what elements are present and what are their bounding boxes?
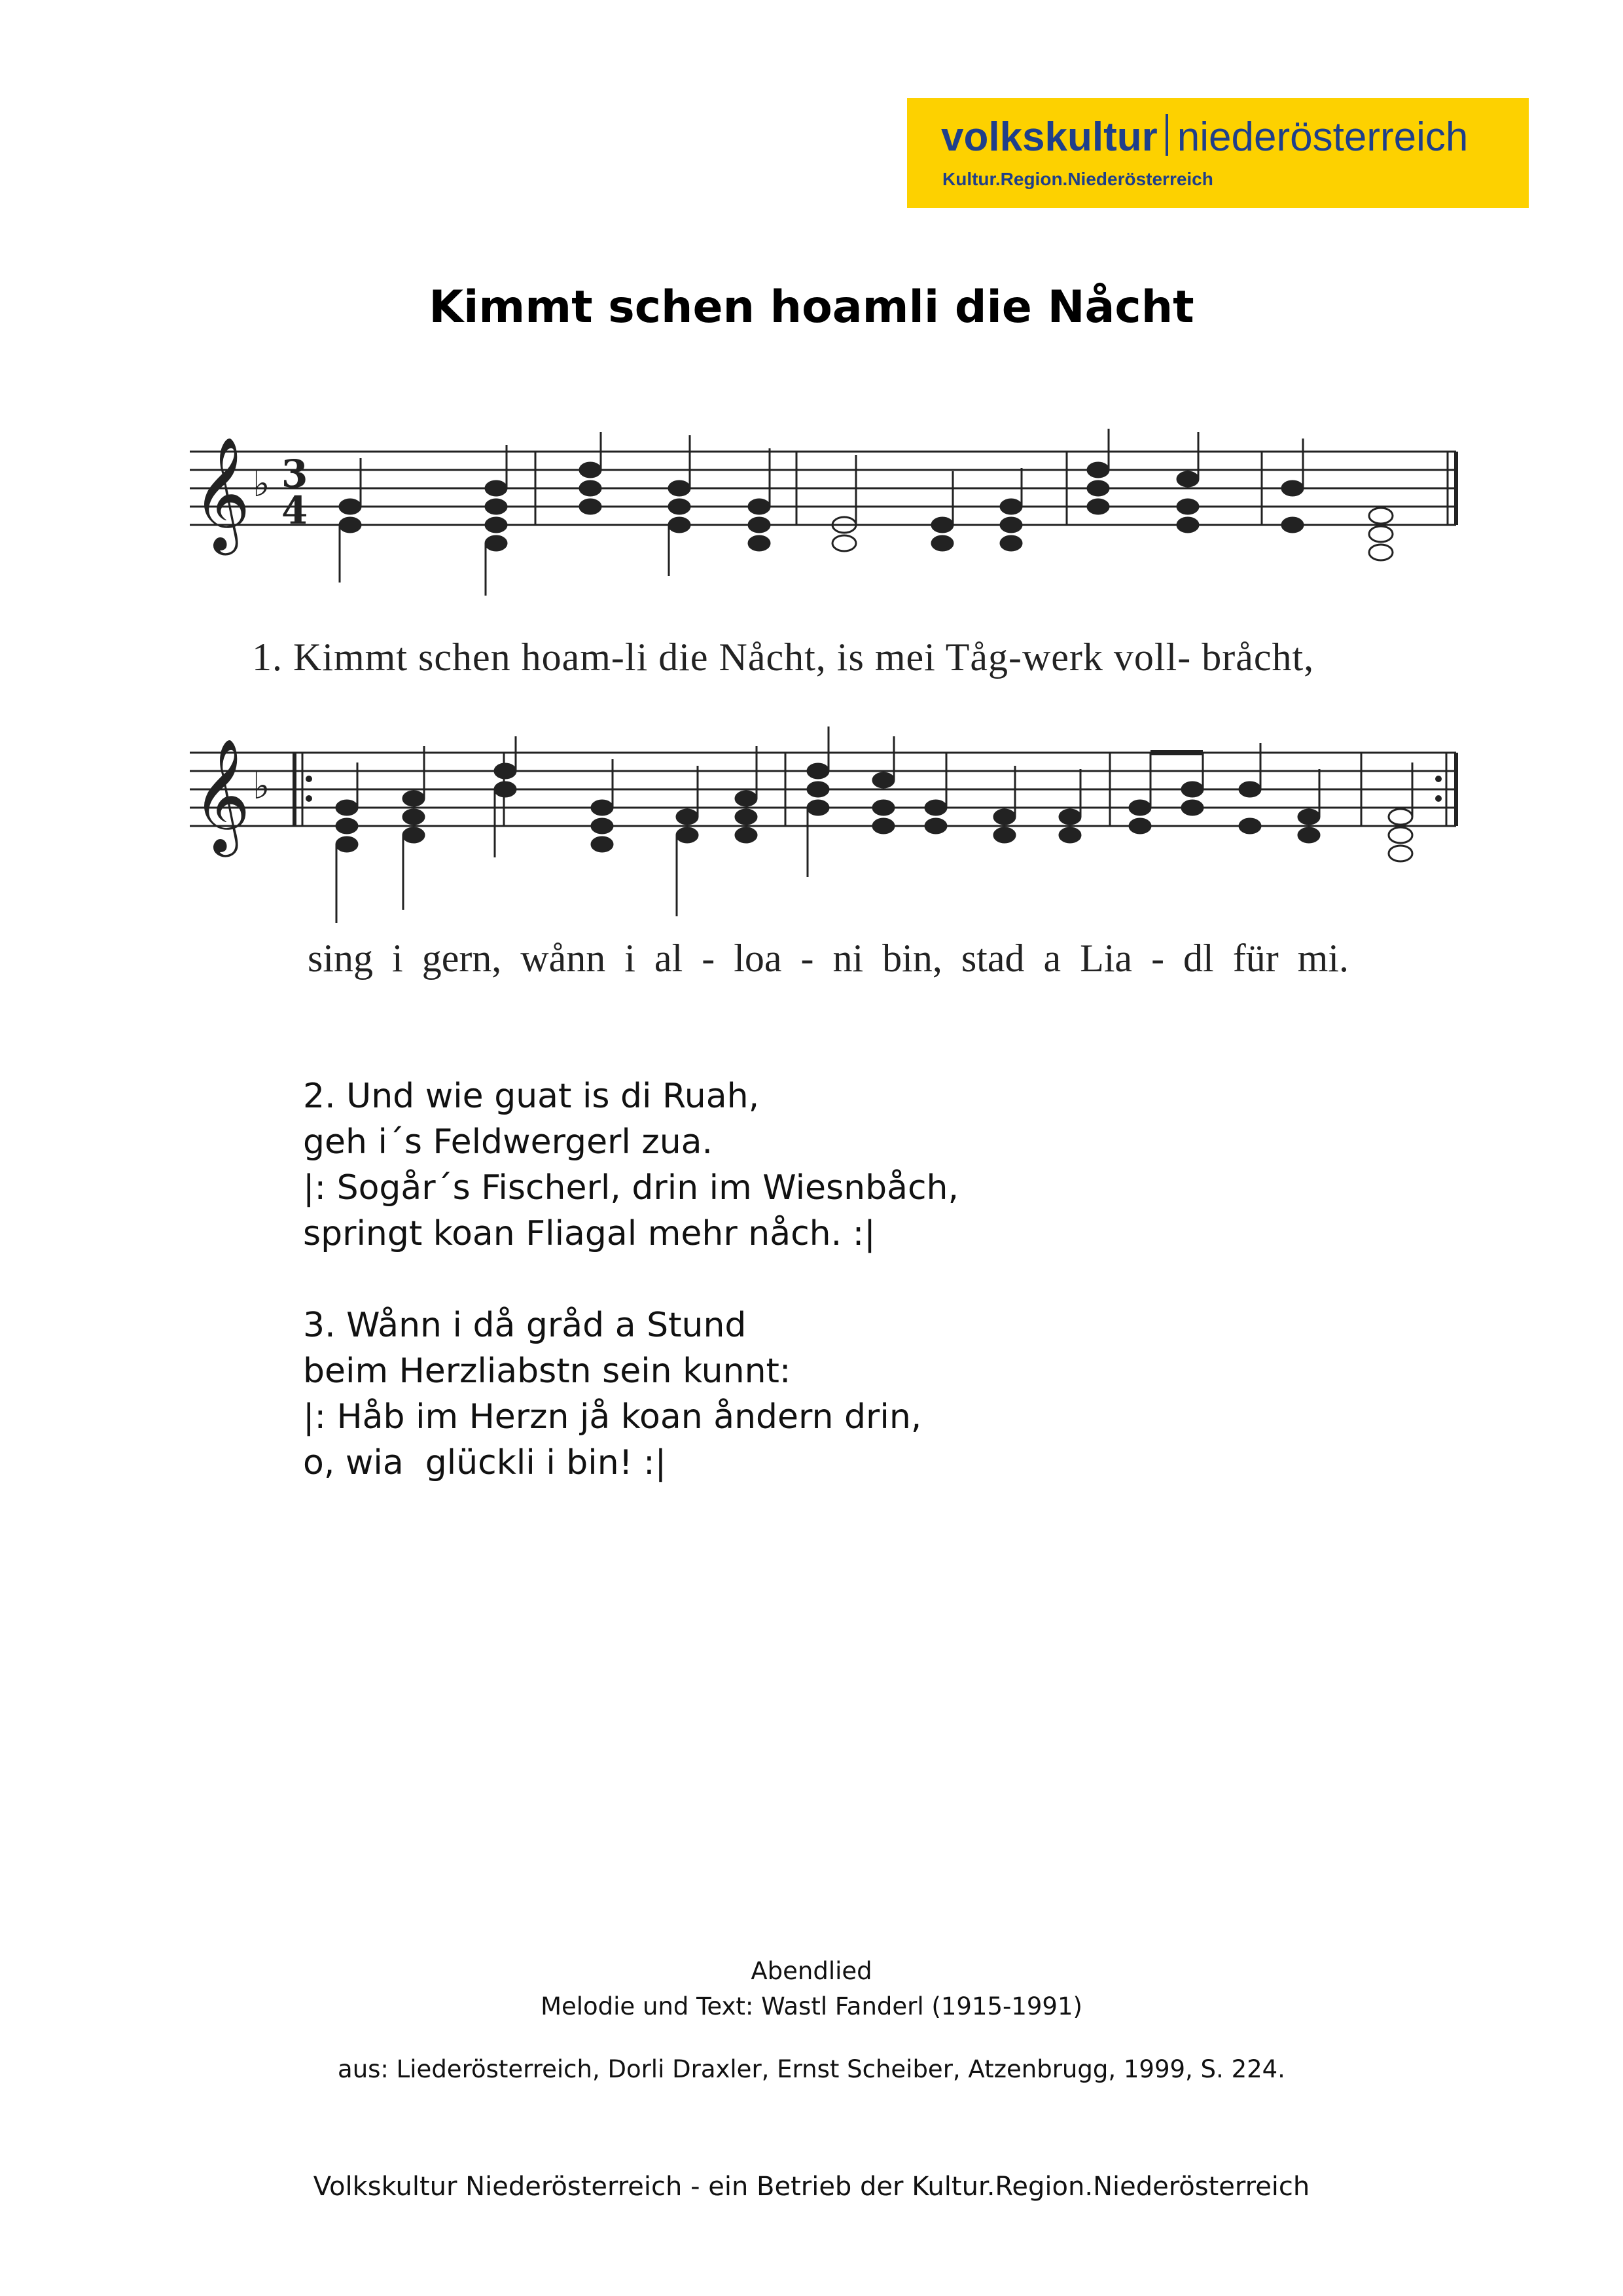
- logo-divider: [1166, 114, 1168, 156]
- verse-line: springt koan Fliagal mehr nåch. :|: [303, 1214, 876, 1253]
- music-staff-1: [190, 419, 1472, 641]
- verse-line: |: Håb im Herzn jå koan åndern drin,: [303, 1397, 922, 1437]
- verse-line: 3. Wånn i då gråd a Stund: [303, 1306, 747, 1345]
- verse-line: |: Sogår´s Fischerl, drin im Wiesnbåch,: [303, 1168, 959, 1208]
- verse-2: [303, 1073, 959, 1257]
- verse-line: geh i´s Feldwergerl zua.: [303, 1122, 713, 1162]
- verse-line: o, wia glückli i bin! :|: [303, 1443, 667, 1482]
- source-citation: aus: Liederösterreich, Dorli Draxler, Ernst Scheiber, Atzenbrugg, 1999, S. 224.: [338, 2055, 1285, 2083]
- lyrics-line-1: 1. Kimmt schen hoam-li die Nåcht, is mei Tåg-werk voll- bråcht,: [252, 636, 1315, 679]
- verse-line: 2. Und wie guat is di Ruah,: [303, 1077, 760, 1116]
- svg-text:𝄞: 𝄞: [192, 738, 251, 852]
- song-authors: Melodie und Text: Wastl Fanderl (1915-1991): [541, 1992, 1082, 2020]
- svg-text:𝄞: 𝄞: [192, 437, 251, 550]
- volkskultur-logo: [907, 98, 1529, 208]
- svg-text:3: 3: [281, 452, 308, 496]
- verse-line: beim Herzliabstn sein kunnt:: [303, 1352, 791, 1391]
- song-genre: Abendlied: [751, 1957, 872, 1985]
- verses-block: [303, 1073, 959, 1532]
- logo-region: niederösterreich: [1177, 115, 1469, 160]
- logo-brand: volkskultur: [941, 115, 1158, 160]
- svg-text:4: 4: [281, 488, 308, 533]
- song-title: Kimmt schen hoamli die Nåcht: [429, 281, 1194, 333]
- page-footer: Volkskultur Niederösterreich - ein Betrieb der Kultur.Region.Niederösterreich: [313, 2172, 1310, 2202]
- verse-3: [303, 1302, 959, 1486]
- svg-text:♭: ♭: [253, 463, 270, 505]
- lyrics-line-2: sing i gern, wånn i al - loa - ni bin, stad a Lia - dl für mi.: [308, 937, 1349, 980]
- logo-subtitle: Kultur.Region.Niederösterreich: [942, 169, 1213, 189]
- svg-text:♭: ♭: [253, 765, 270, 808]
- credits: [0, 1954, 1623, 2024]
- logo-wordmark: [941, 114, 1468, 160]
